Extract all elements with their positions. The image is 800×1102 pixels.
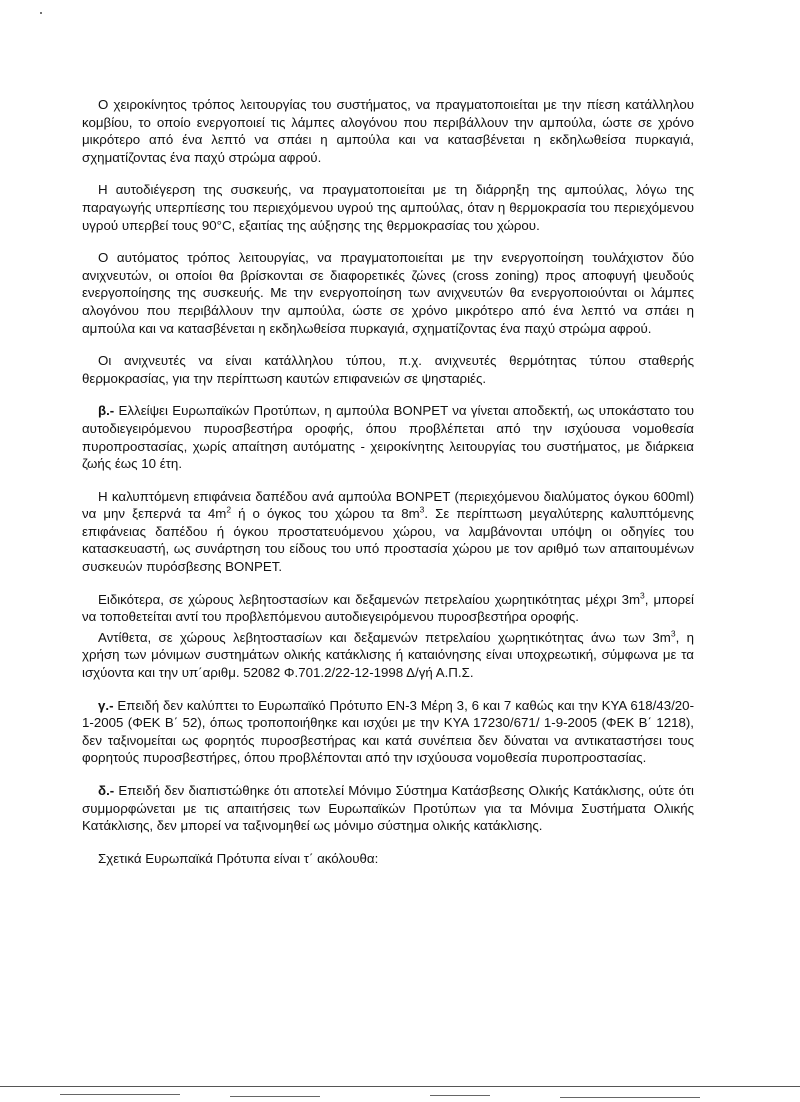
scan-speck — [40, 12, 42, 14]
boiler-small-text-1: Ειδικότερα, σε χώρους λεβητοστασίων και δεξαμενών πετρελαίου χωρητικότητας μέχρι 3m — [98, 591, 641, 607]
scan-artifact-dash — [560, 1097, 700, 1098]
section-b-label: β.- — [98, 403, 115, 419]
scan-artifact-line — [0, 1086, 800, 1087]
boiler-large-text-1: Αντίθετα, σε χώρους λεβητοστασίων και δεξαμενών πετρελαίου χωρητικότητας άνω των 3m — [98, 629, 671, 645]
boiler-large-text-2: , η χρήση των μόνιμων συστημάτων ολικής κατάκλισης ή καταιόνησης είναι υποχρεωτική, σύμφωνα με τα ισχύοντα και την υπ΄αριθμ. 52082 Φ.701.2/22-12-1998 Δ/γή Α.Π.Σ. — [82, 629, 694, 681]
coverage-sup-2: 3 — [419, 504, 425, 515]
scan-artifact-dash — [230, 1096, 320, 1097]
section-c-text: Επειδή δεν καλύπτει το Ευρωπαϊκό Πρότυπο ΕΝ-3 Μέρη 3, 6 και 7 καθώς και την ΚΥΑ 618/43/20-1-2005 (ΦΕΚ Β΄ 52), όπως τροποποιήθηκε και ισχύει με την ΚΥΑ 17230/671/ 1-9-2005 (ΦΕΚ Β΄ 1218), δεν ταξινομείται ως φορητός πυροσβεστήρας και κατά συνέπεια δεν δύναται να αντικαταστήσει τους φορητούς πυροσβεστήρες, όπου προβλέπονται από την ισχύουσα νομοθεσία πυροπροστασίας. — [82, 697, 694, 766]
boiler-large-sup: 3 — [670, 628, 676, 639]
boiler-small-paragraph — [82, 591, 694, 626]
manual-operation-paragraph: Ο χειροκίνητος τρόπος λειτουργίας του συστήματος, να πραγματοποιείται με την πίεση κατάλληλου κομβίου, το οποίο ενεργοποιεί τις λάμπες αλογόνου που περιβάλλουν την αμπούλα, ώστε σε χρόνο μικρότερο από ένα λεπτό να σπάει η αμπούλα και να κατασβένεται η εκδηλωθείσα πυρκαγιά, σχηματίζοντας ένα παχύ στρώμα αφρού. — [82, 97, 694, 165]
detectors-paragraph: Οι ανιχνευτές να είναι κατάλληλου τύπου, π.χ. ανιχνευτές θερμότητας τύπου σταθερής θερμοκρασίας, για την περίπτωση καυτών επιφανειών σε ψησταριές. — [82, 353, 694, 386]
self-activation-paragraph: Η αυτοδιέγερση της συσκευής, να πραγματοποιείται με τη διάρρηξη της αμπούλας, λόγω της παραγωγής υπερπίεσης του περιεχόμενου υγρού της αμπούλας, όταν η θερμοκρασία του περιεχόμενου υγρού υπερβεί τους 90°C, εξαιτίας της αύξησης της θερμοκρασίας του χώρου. — [82, 182, 694, 233]
boiler-small-sup: 3 — [640, 590, 645, 601]
section-d-paragraph — [82, 782, 694, 835]
coverage-paragraph — [82, 488, 694, 576]
section-c-paragraph — [82, 697, 694, 767]
section-d-text: Επειδή δεν διαπιστώθηκε ότι αποτελεί Μόνιμο Σύστημα Κατάσβεσης Ολικής Κατάκλισης, ούτε ότι συμμορφώνεται με τις απαιτήσεις των Ευρωπαϊκών Προτύπων για τα Μόνιμα Συστήματα Ολικής Κατάκλισης, δεν μπορεί να ταξινομηθεί ως μόνιμο σύστημα ολικής κατάκλισης. — [82, 783, 694, 834]
coverage-text-1: Η καλυπτόμενη επιφάνεια δαπέδου ανά αμπούλα BONPET (περιεχόμενου διαλύματος όγκου 600ml) να μην ξεπερνά τα 4m — [82, 488, 694, 522]
section-c-label: γ.- — [98, 697, 114, 713]
scan-artifact-dash — [60, 1094, 180, 1095]
section-b-paragraph — [82, 402, 694, 472]
automatic-operation-paragraph: Ο αυτόματος τρόπος λειτουργίας, να πραγματοποιείται με την ενεργοποίηση τουλάχιστον δύο ανιχνευτών, οι οποίοι θα βρίσκονται σε διαφορετικές ζώνες (cross zoning) προς αποφυγή ψευδούς ενεργοποίησης της συσκευής. Με την ενεργοποίηση των ανιχνευτών θα ενεργοποιούνται οι λάμπες αλογόνου που περιβάλλουν την αμπούλα, ώστε σε χρόνο μικρότερο από ένα λεπτό να σπάει η αμπούλα και να κατασβένεται η εκδηλωθείσα πυρκαγιά, σχηματίζοντας ένα παχύ στρώμα αφρού. — [82, 250, 694, 336]
scan-artifact-dash — [430, 1095, 490, 1096]
coverage-sup-1: 2 — [226, 504, 232, 515]
boiler-large-paragraph — [82, 629, 694, 682]
document-body — [82, 96, 694, 882]
coverage-text-2: ή ο όγκος του χώρου τα 8m — [231, 506, 420, 522]
section-b-text: Ελλείψει Ευρωπαϊκών Προτύπων, η αμπούλα BONPET να γίνεται αποδεκτή, ως υποκάστατο του αυτοδιεγειρόμενου πυροσβεστήρα οροφής, όπου προβλέπεται από την ισχύουσα νομοθεσία πυροπροστασίας, χωρίς απαίτηση αυτόματης - χειροκίνητης λειτουργίας του συστήματος, με διάρκεια ζωής έως 10 έτη. — [82, 403, 694, 472]
boiler-small-text-2: , μπορεί να τοποθετείται αντί του προβλεπόμενου αυτοδιεγειρόμενου πυροσβεστήρα οροφής. — [82, 591, 694, 625]
section-d-label: δ.- — [98, 783, 115, 798]
closing-paragraph: Σχετικά Ευρωπαϊκά Πρότυπα είναι τ΄ ακόλουθα: — [98, 850, 379, 866]
coverage-text-3: . Σε περίπτωση μεγαλύτερης καλυπτόμενης επιφάνειας δαπέδου ή όγκου προστατευόμενου χώρου, να λαμβάνονται υπόψη οι οδηγίες του κατασκευαστή, ως συνάρτηση του είδους του υπό προστασία χώρου με τον αριθμό των απαιτουμένων συσκευών πυρόσβεσης BONPET. — [82, 506, 694, 575]
